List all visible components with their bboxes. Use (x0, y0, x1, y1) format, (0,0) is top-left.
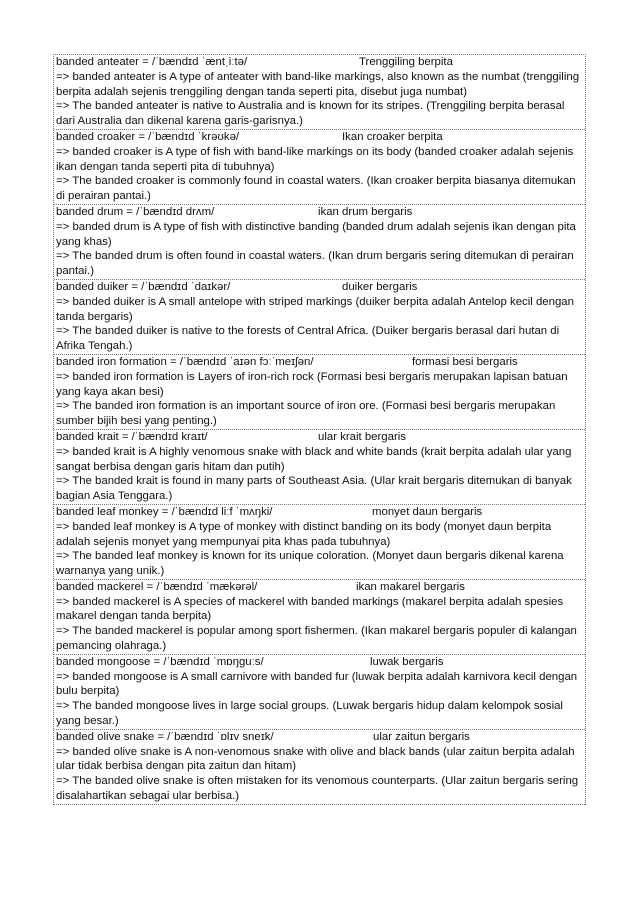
glossary-entry-banded-mongoose (54, 655, 585, 730)
entry-head (56, 205, 585, 220)
translation: ular zaitun bergaris (373, 730, 470, 743)
definition-text: => banded anteater is A type of anteater with band-like markings, also known as the numbat (trenggiling berpita adalah sejenis trenggiling dengan tanda seperti pita, disebut juga numbat) (56, 70, 580, 98)
glossary-entry-banded-iron-formation (54, 355, 585, 430)
entry-head (56, 730, 585, 745)
entry-head (56, 130, 585, 145)
term-pronunciation: banded anteater = /ˈbændɪd ˈæntˌiːtə/ (56, 56, 248, 68)
term-pronunciation: banded leaf monkey = /ˈbændɪd liːf ˈmʌŋki/ (56, 505, 273, 518)
example-text: => The banded croaker is commonly found in coastal waters. (Ikan croaker berpita biasanya ditemukan di perairan pantai.) (56, 175, 576, 203)
entry-head (56, 505, 585, 520)
translation: ikan drum bergaris (318, 205, 413, 218)
entry-head (56, 355, 585, 370)
definition-text: => banded croaker is A type of fish with band-like markings on its body (banded croaker adalah sejenis ikan dengan tanda seperti pita di tubuhnya) (56, 145, 574, 173)
translation: Ikan croaker berpita (342, 130, 443, 143)
translation: ular krait bergaris (318, 430, 406, 443)
example-text: => The banded olive snake is often mistaken for its venomous counterparts. (Ular zaitun bergaris sering disalahartikan sebagai ular berbisa.) (56, 775, 579, 803)
term-pronunciation: banded mongoose = /ˈbændɪd ˈmɒŋɡuːs/ (56, 655, 264, 668)
definition-text: => banded olive snake is A non-venomous snake with olive and black bands (ular zaitun berpita adalah ular tidak berbisa dengan pita zaitun dan hitam) (56, 745, 575, 773)
definition-text: => banded iron formation is Layers of iron-rich rock (Formasi besi bergaris merupakan lapisan batuan yang kaya akan besi) (56, 370, 568, 398)
glossary-entry-banded-drum (54, 205, 585, 280)
entry-head (56, 580, 585, 595)
term-pronunciation: banded krait = /ˈbændɪd kraɪt/ (56, 430, 208, 443)
term-pronunciation: banded croaker = /ˈbændɪd ˈkrəʊkə/ (56, 130, 240, 143)
translation: monyet daun bergaris (372, 505, 483, 518)
translation: luwak bergaris (370, 655, 444, 668)
glossary-entry-banded-anteater (54, 55, 585, 130)
definition-text: => banded krait is A highly venomous snake with black and white bands (krait berpita adalah ular yang sangat berbisa dengan garis hitam dan putih) (56, 445, 572, 473)
glossary-entry-banded-duiker (54, 280, 585, 355)
entry-head (56, 280, 585, 295)
term-pronunciation: banded mackerel = /ˈbændɪd ˈmækərəl/ (56, 580, 258, 593)
example-text: => The banded mongoose lives in large social groups. (Luwak bergaris hidup dalam kelompok sosial yang besar.) (56, 700, 563, 728)
translation: formasi besi bergaris (412, 355, 518, 368)
definition-text: => banded leaf monkey is A type of monkey with distinct banding on its body (monyet daun berpita adalah sejenis monyet yang mempunyai pita khas pada tubuhnya) (56, 520, 552, 548)
term-pronunciation: banded drum = /ˈbændɪd drʌm/ (56, 205, 215, 218)
example-text: => The banded mackerel is popular among sport fishermen. (Ikan makarel bergaris populer di kalangan pemancing olahraga.) (56, 625, 577, 653)
definition-text: => banded mackerel is A species of mackerel with banded markings (makarel berpita adalah spesies makarel dengan tanda berpita) (56, 595, 564, 623)
term-pronunciation: banded duiker = /ˈbændɪd ˈdaɪkər/ (56, 280, 231, 293)
example-text: => The banded drum is often found in coastal waters. (Ikan drum bergaris sering ditemukan di perairan pantai.) (56, 250, 574, 278)
entry-head (56, 55, 585, 70)
term-pronunciation: banded iron formation = /ˈbændɪd ˈaɪən fɔːˈmeɪʃən/ (56, 355, 314, 368)
example-text: => The banded anteater is native to Australia and is known for its stripes. (Trenggiling berpita berasal dari Australia dan dikenal karena garis-garisnya.) (56, 100, 565, 128)
entry-head (56, 430, 585, 445)
glossary-entry-banded-krait (54, 430, 585, 505)
entry-head (56, 655, 585, 670)
example-text: => The banded duiker is native to the forests of Central Africa. (Duiker bergaris berasal dari hutan di Afrika Tengah.) (56, 325, 560, 353)
glossary-entry-banded-leaf-monkey (54, 505, 585, 580)
example-text: => The banded krait is found in many parts of Southeast Asia. (Ular krait bergaris ditemukan di banyak bagian Asia Tenggara.) (56, 475, 572, 503)
glossary-entry-banded-olive-snake (54, 730, 585, 805)
definition-text: => banded mongoose is A small carnivore with banded fur (luwak berpita adalah karnivora kecil dengan bulu berpita) (56, 670, 578, 698)
glossary-entry-banded-mackerel (54, 580, 585, 655)
example-text: => The banded iron formation is an important source of iron ore. (Formasi besi bergaris merupakan sumber bijih besi yang penting.) (56, 400, 556, 428)
example-text: => The banded leaf monkey is known for its unique coloration. (Monyet daun bergaris dikenal karena warnanya yang unik.) (56, 550, 564, 578)
translation: Trenggiling berpita (359, 56, 453, 68)
glossary-page (53, 54, 586, 805)
definition-text: => banded duiker is A small antelope with striped markings (duiker berpita adalah Antelop kecil dengan tanda bergaris) (56, 295, 574, 323)
glossary-entry-banded-croaker (54, 130, 585, 205)
translation: duiker bergaris (342, 280, 418, 293)
term-pronunciation: banded olive snake = /ˈbændɪd ˈɒlɪv sneɪk/ (56, 730, 274, 743)
translation: ikan makarel bergaris (356, 580, 465, 593)
definition-text: => banded drum is A type of fish with distinctive banding (banded drum adalah sejenis ikan dengan pita yang khas) (56, 220, 576, 248)
